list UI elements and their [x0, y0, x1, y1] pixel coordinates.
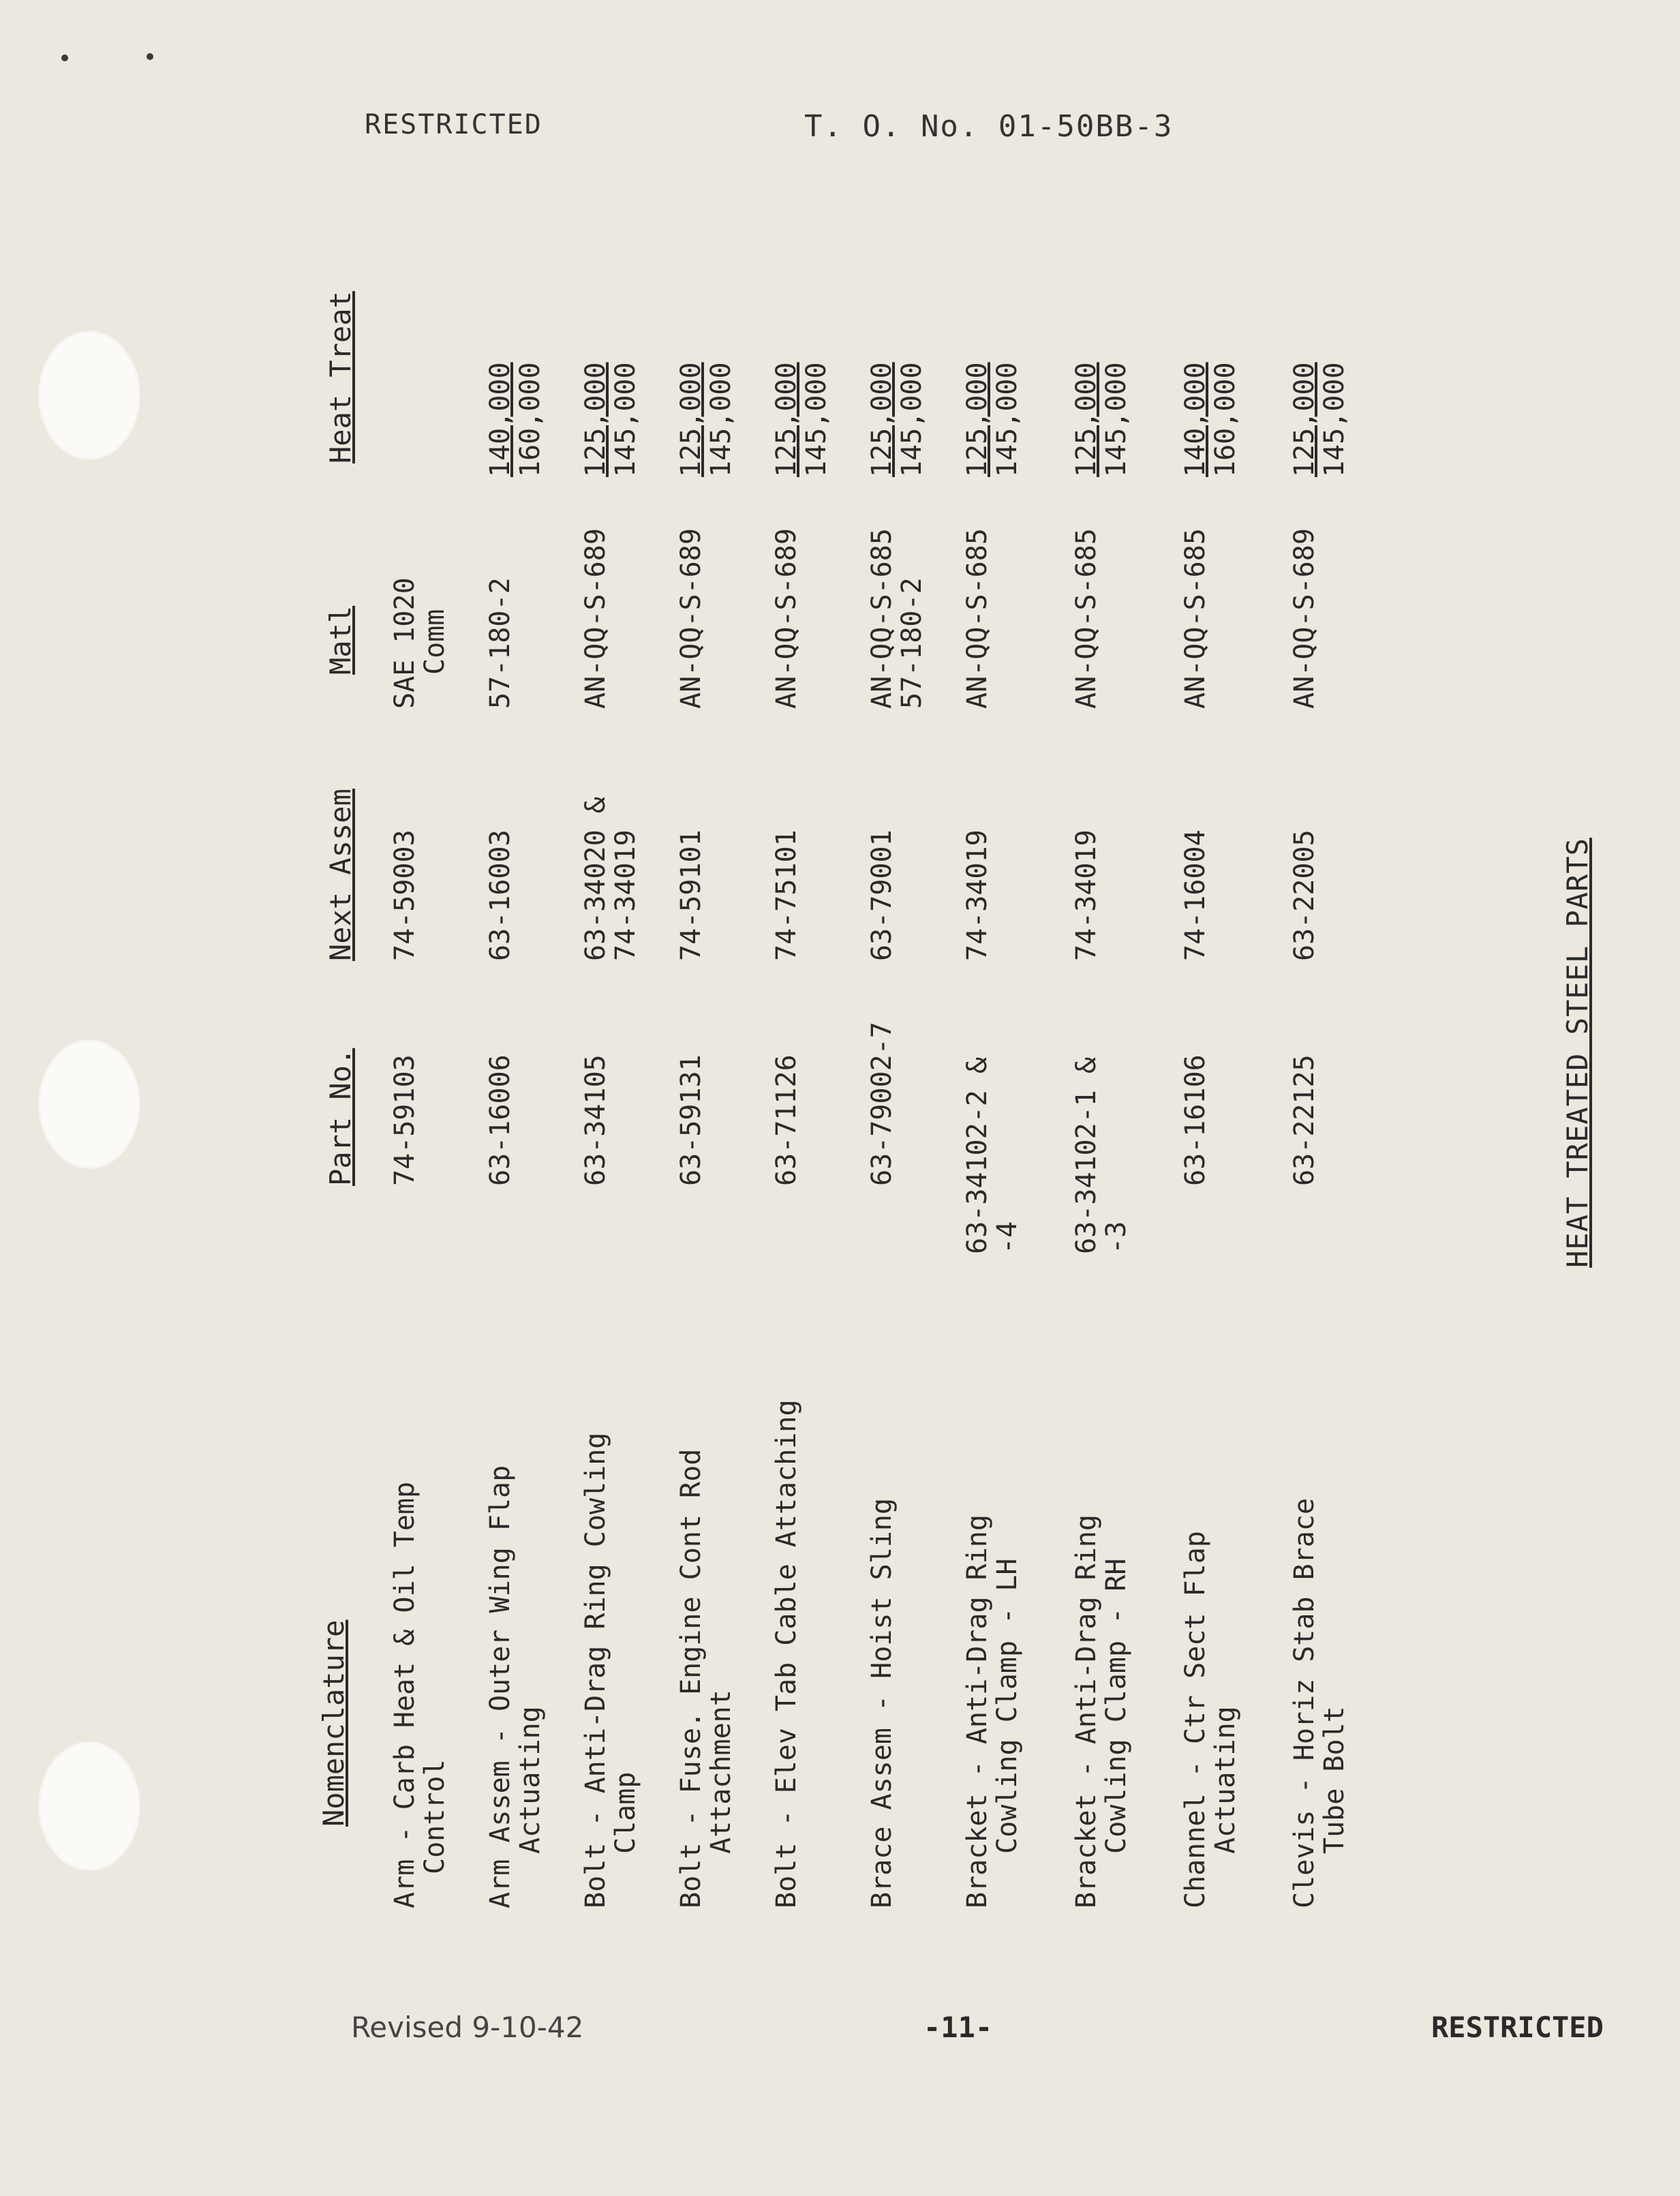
next-assem: 74-16004 [1180, 829, 1211, 961]
part-no: 74-59103 [389, 1054, 421, 1186]
next-assem: 74-34019 [962, 829, 993, 961]
page-number: -11- [923, 2011, 993, 2044]
nomenclature-line-1: Bolt - Elev Tab Cable Attaching [771, 1399, 802, 1908]
footer-revised: Revised 9-10-42 [351, 2011, 584, 2044]
heat-treat-max: 145,000 [1101, 362, 1132, 477]
heat-treat-min: 125,000 [866, 362, 898, 477]
nomenclature-line-2: Clamp [610, 1771, 641, 1854]
column-header-heat-treat: Heat Treat [324, 291, 357, 463]
heat-treat-min: 125,000 [962, 362, 993, 477]
heat-treat [581, 362, 641, 477]
next-assem: 74-59101 [675, 829, 707, 961]
matl-line-1: AN-QQ-S-689 [675, 528, 707, 709]
heat-treat-max: 160,000 [515, 362, 546, 477]
nomenclature-line-1: Bracket - Anti-Drag Ring [962, 1514, 993, 1908]
matl-line-1: AN-QQ-S-685 [1071, 528, 1102, 709]
matl-line-1: AN-QQ-S-689 [580, 528, 611, 709]
part-no: 63-59131 [675, 1054, 707, 1186]
heat-treat-max: 145,000 [1319, 362, 1350, 477]
heat-treat [962, 362, 1022, 477]
part-no: 63-71126 [771, 1054, 802, 1186]
heat-treat [676, 362, 736, 477]
nomenclature-line-1: Arm Assem - Outer Wing Flap [485, 1465, 516, 1908]
part-no: 63-34105 [580, 1054, 611, 1186]
nomenclature-line-1: Clevis - Horiz Stab Brace [1289, 1497, 1320, 1908]
part-no: 63-16106 [1180, 1054, 1211, 1186]
header-classification: RESTRICTED [365, 109, 543, 140]
heat-treat-min: 140,000 [485, 362, 516, 477]
footer-classification: RESTRICTED [1431, 2011, 1604, 2044]
heat-treat [1071, 362, 1131, 477]
matl-line-1: AN-QQ-S-685 [1180, 528, 1211, 709]
next-assem: 63-16003 [485, 829, 516, 961]
heat-treat-min: 125,000 [1289, 362, 1320, 477]
heat-treat [1180, 362, 1240, 477]
nomenclature-line-2: Cowling Clamp - LH [992, 1558, 1023, 1854]
heat-treat-min: 140,000 [1180, 362, 1211, 477]
heat-treat-max: 160,000 [1210, 362, 1241, 477]
nomenclature-line-2: Actuating [515, 1706, 546, 1854]
heat-treat-max: 145,000 [992, 362, 1023, 477]
table-title: HEAT TREATED STEEL PARTS [1561, 838, 1594, 1268]
matl-line-2: 57-180-2 [896, 577, 928, 709]
heat-treat-max: 145,000 [610, 362, 641, 477]
binder-hole [38, 1039, 140, 1169]
heat-treat-min: 125,000 [675, 362, 707, 477]
part-no-line-2: -4 [992, 1221, 1023, 1254]
column-header-nomenclature: Nomenclature [317, 1619, 350, 1827]
heat-treat-min: 125,000 [1071, 362, 1102, 477]
matl-line-1: AN-QQ-S-685 [962, 528, 993, 709]
heat-treat-min: 125,000 [580, 362, 611, 477]
nomenclature-line-2: Actuating [1210, 1706, 1241, 1854]
column-header-matl: Matl [324, 605, 357, 675]
heat-treat [485, 362, 545, 477]
heat-treat [1289, 362, 1349, 477]
nomenclature-line-1: Arm - Carb Heat & Oil Temp [389, 1481, 421, 1908]
heat-treat-max: 145,000 [896, 362, 928, 477]
column-header-next-assem: Next Assem [324, 789, 357, 961]
nomenclature-line-2: Cowling Clamp - RH [1101, 1558, 1132, 1854]
heat-treat [772, 362, 831, 477]
ink-dot [61, 55, 68, 61]
part-no: 63-79002-7 [866, 1022, 898, 1186]
nomenclature-line-2: Attachment [705, 1690, 737, 1854]
part-no-line-1: 63-34102-2 & [962, 1057, 993, 1254]
part-no-line-1: 63-34102-1 & [1071, 1057, 1102, 1254]
matl-line-1: AN-QQ-S-689 [771, 528, 802, 709]
next-assem: 63-79001 [866, 829, 898, 961]
header-order-number: T. O. No. 01-50BB-3 [804, 109, 1174, 144]
ink-dot [147, 53, 153, 60]
next-assem-line-2: 74-34019 [610, 829, 641, 961]
matl-line-1: AN-QQ-S-689 [1289, 528, 1320, 709]
part-no: 63-22125 [1289, 1054, 1320, 1186]
next-assem-line-1: 63-34020 & [580, 797, 611, 961]
heat-treat-max: 145,000 [705, 362, 737, 477]
matl-line-2: Comm [419, 609, 450, 675]
nomenclature-line-1: Bolt - Anti-Drag Ring Cowling [580, 1432, 611, 1908]
matl-line-1: SAE 1020 [389, 577, 421, 709]
nomenclature-line-1: Bolt - Fuse. Engine Cont Rod [675, 1448, 707, 1908]
nomenclature-line-2: Control [419, 1759, 450, 1874]
matl-line-1: AN-QQ-S-685 [866, 528, 898, 709]
binder-hole [38, 1741, 140, 1871]
binder-hole [38, 331, 140, 460]
nomenclature-line-1: Brace Assem - Hoist Sling [866, 1497, 898, 1908]
matl-line-1: 57-180-2 [485, 577, 516, 709]
nomenclature-line-1: Channel - Ctr Sect Flap [1180, 1531, 1211, 1908]
part-no-line-2: -3 [1101, 1221, 1132, 1254]
column-header-part-no: Part No. [324, 1048, 357, 1186]
part-no: 63-16006 [485, 1054, 516, 1186]
nomenclature-line-2: Tube Bolt [1319, 1706, 1350, 1854]
next-assem: 74-59003 [389, 829, 421, 961]
next-assem: 63-22005 [1289, 829, 1320, 961]
heat-treat-min: 125,000 [771, 362, 802, 477]
heat-treat [867, 362, 927, 477]
nomenclature-line-1: Bracket - Anti-Drag Ring [1071, 1514, 1102, 1908]
heat-treat-max: 145,000 [801, 362, 832, 477]
next-assem: 74-34019 [1071, 829, 1102, 961]
next-assem: 74-75101 [771, 829, 802, 961]
